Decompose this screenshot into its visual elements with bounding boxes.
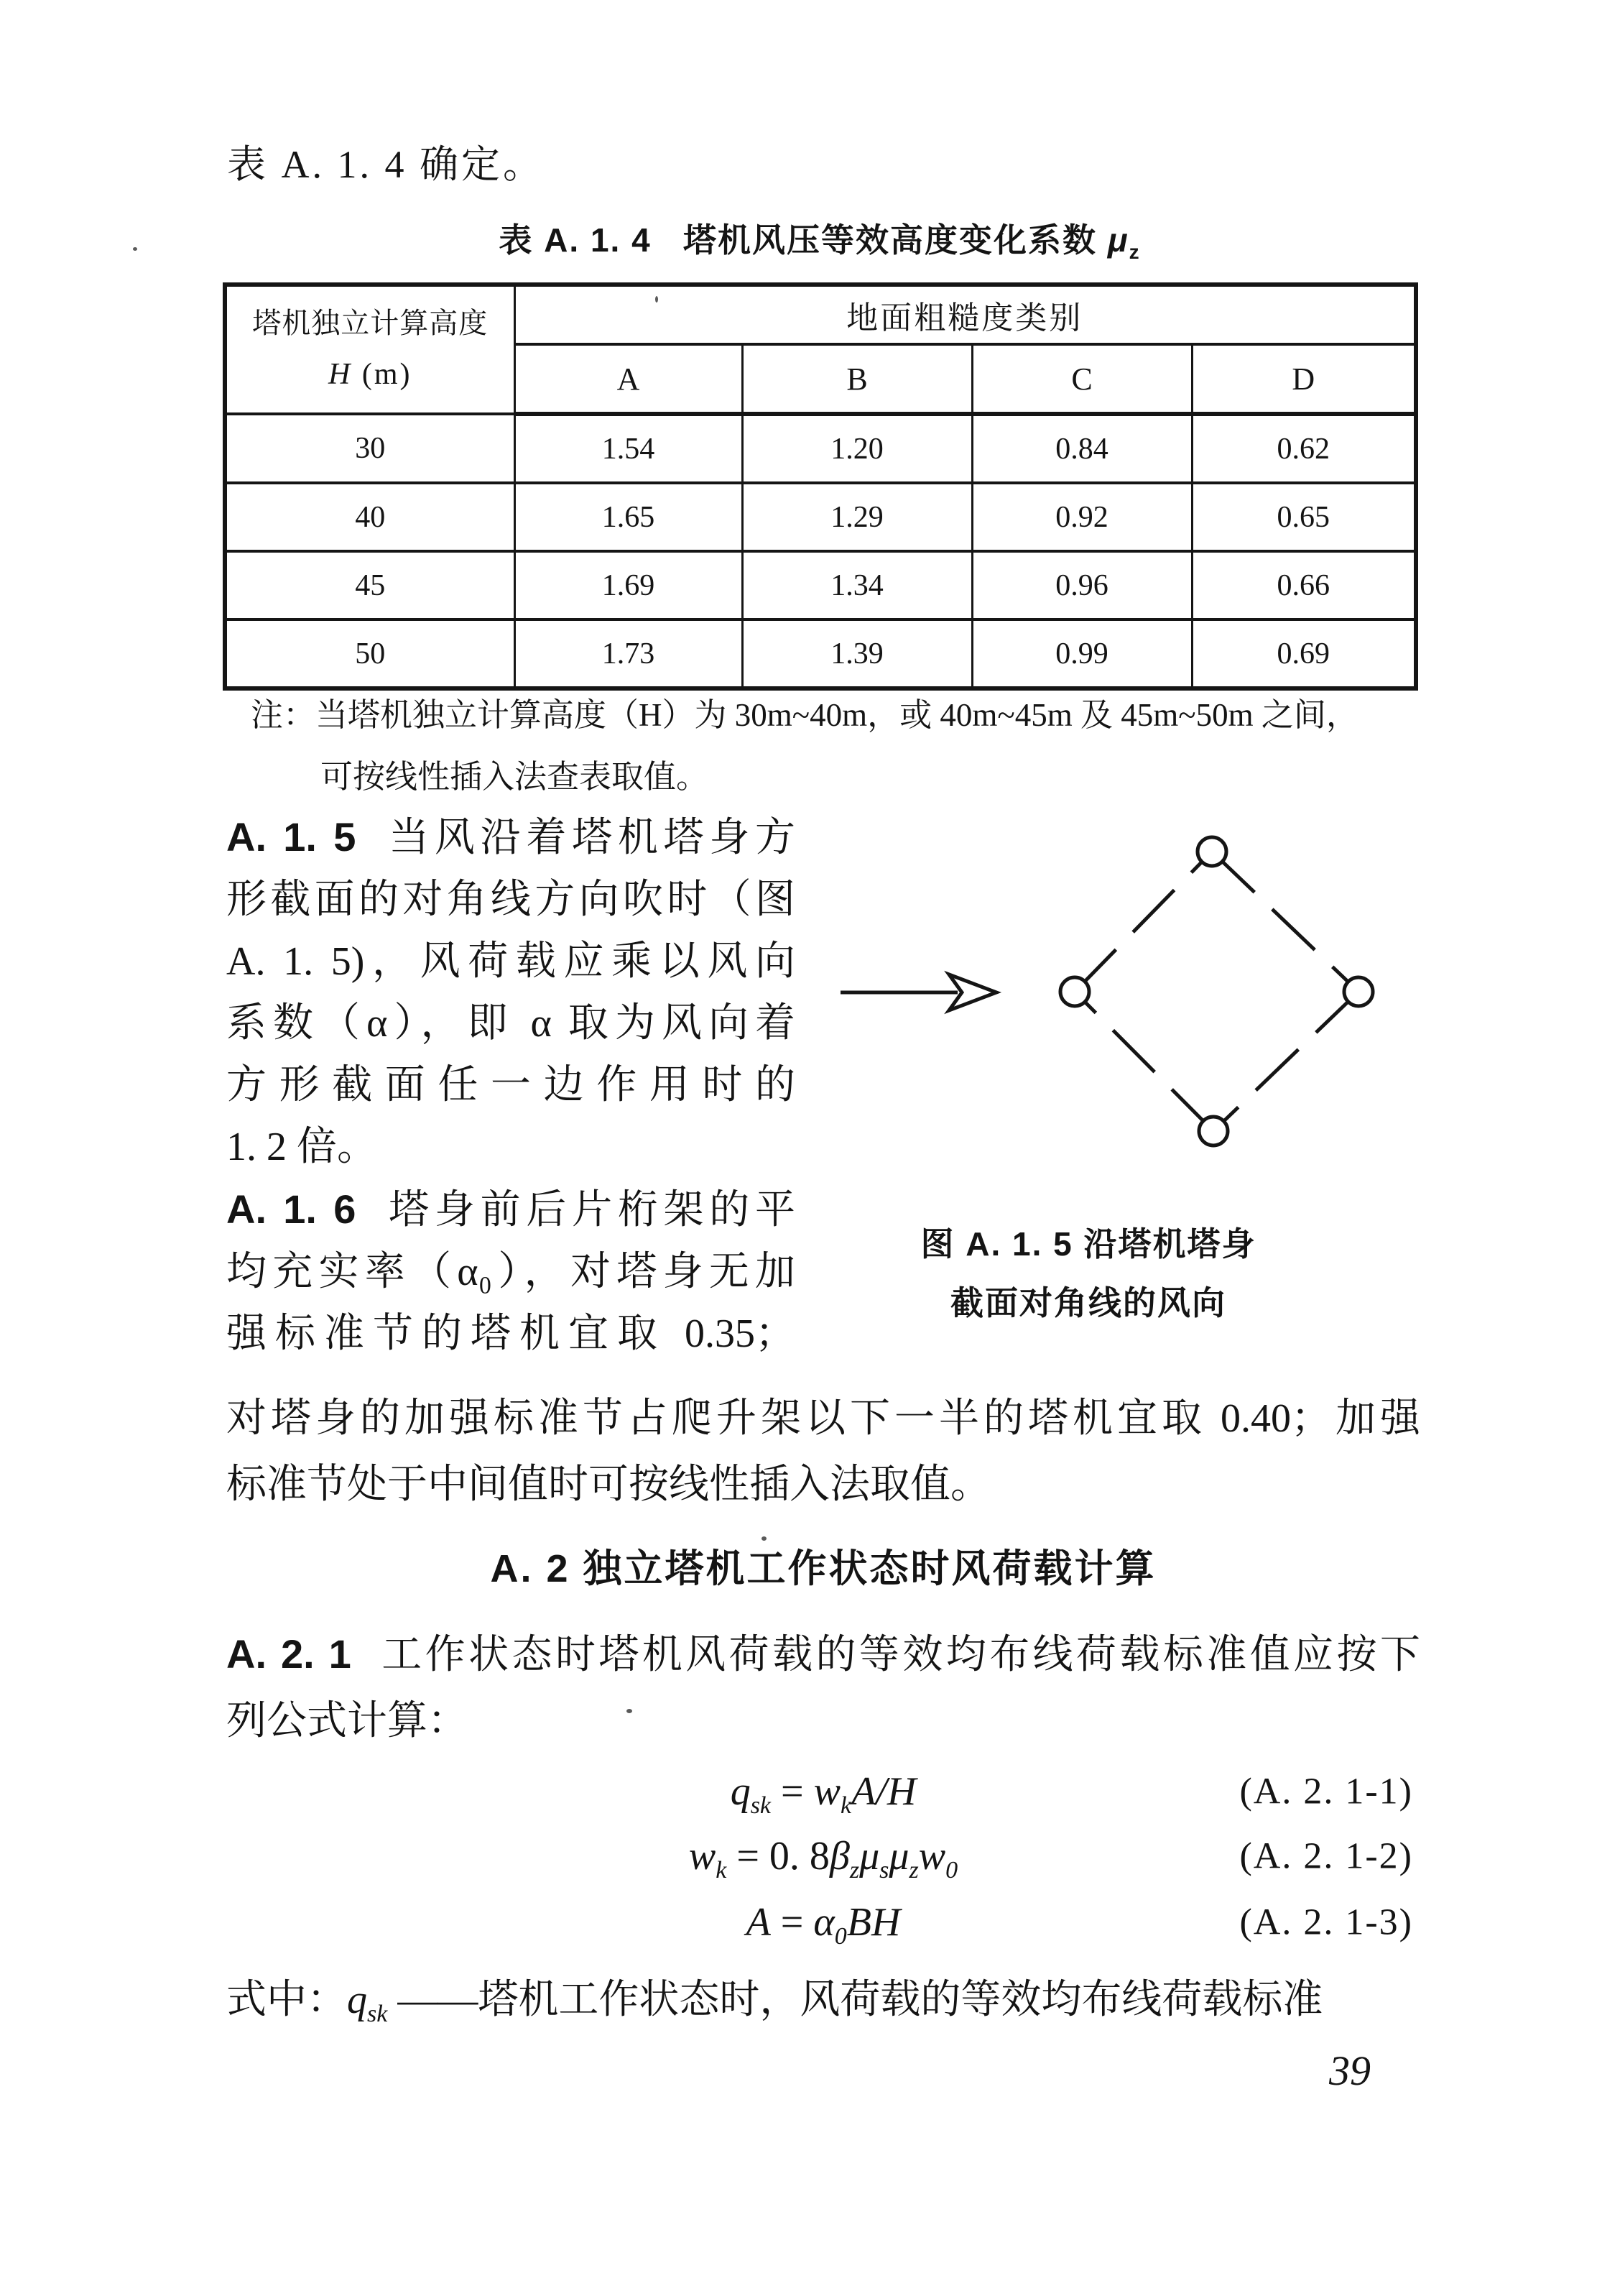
section-a21	[226, 1621, 1420, 1754]
formula-a212	[226, 1825, 1420, 1887]
formula-a211	[226, 1761, 1420, 1822]
paragraph-line: 1. 2 倍。	[226, 1125, 377, 1169]
corner-chord-circle	[1198, 837, 1226, 866]
table-row	[225, 483, 1416, 551]
scan-speck	[626, 1709, 632, 1713]
section-a16	[226, 1179, 795, 1365]
table-cell: 0.65	[1192, 483, 1416, 551]
corner-chord-circle	[1199, 1117, 1228, 1145]
mu-symbol: μ	[1107, 221, 1129, 259]
where-prefix: 式中：	[226, 1978, 347, 2022]
formula-a213	[226, 1891, 1420, 1953]
table-cell: 1.65	[514, 483, 742, 551]
header-height-label: 塔机独立计算高度	[252, 307, 489, 340]
table-cell: 1.69	[514, 551, 742, 619]
table-cell: 0.69	[1192, 619, 1416, 688]
paragraph-line: 标准节处于中间值时可按线性插入法取值。	[226, 1462, 991, 1507]
scan-speck	[655, 296, 658, 303]
table-cell: 1.39	[742, 619, 972, 688]
table-cell: 0.96	[972, 551, 1192, 619]
paragraph-line: A. 2. 1 工作状态时塔机风荷载的等效均布线荷载标准值应按下	[226, 1631, 1421, 1677]
table-cell-height: 40	[225, 483, 514, 551]
scan-speck	[133, 247, 137, 251]
figure-caption-line: 截面对角线的风向	[950, 1284, 1226, 1322]
note-line: 注：当塔机独立计算高度（H）为 30m~40m，或 40m~45m 及 45m~50m 之间，	[251, 697, 1358, 733]
section-number-a21: A. 2. 1	[226, 1631, 351, 1677]
table-cell: 1.29	[742, 483, 972, 551]
equation: $A = \alpha_0BH$	[746, 1900, 901, 1950]
table-header-category-d: D	[1192, 344, 1416, 414]
paragraph-line: 列公式计算：	[226, 1699, 468, 1743]
table-title	[223, 214, 1417, 264]
table-header-height	[225, 285, 514, 414]
corner-chord-circle	[1344, 977, 1373, 1006]
table-cell: 1.73	[514, 619, 742, 688]
paragraph-line: 系数（α），即 α 取为风向着	[226, 1001, 795, 1046]
paragraph-line: 均充实率（α₀），对塔身无加	[226, 1250, 795, 1294]
header-height-unit: H (m)	[328, 358, 412, 392]
section-heading-a2: A. 2 独立塔机工作状态时风荷载计算	[490, 1547, 1157, 1590]
note-label: 注：	[251, 697, 316, 733]
table-header-category-a: A	[514, 344, 742, 414]
note-line: 可按线性插入法查表取值。	[320, 759, 709, 795]
equation-number: (A. 2. 1-3)	[1239, 1901, 1413, 1943]
equation-number: (A. 2. 1-1)	[1239, 1771, 1413, 1812]
table-cell: 1.34	[742, 551, 972, 619]
table-header-category-b: B	[742, 344, 972, 414]
tower-section-diamond	[1075, 852, 1358, 1131]
table-cell-height: 30	[225, 414, 514, 483]
corner-chord-circle	[1060, 977, 1089, 1006]
table-title-main: 塔机风压等效高度变化系数	[683, 221, 1108, 259]
page-number: 39	[1329, 2047, 1371, 2094]
table-cell: 0.84	[972, 414, 1192, 483]
where-clause: 式中：$q_{sk}$ ——塔机工作状态时，风荷载的等效均布线荷载标准	[226, 1978, 1323, 2028]
table-row	[225, 551, 1416, 619]
table-note	[251, 684, 1435, 808]
paragraph-line: 方形截面任一边作用时的	[226, 1063, 795, 1107]
table-cell: 0.66	[1192, 551, 1416, 619]
section-a15	[226, 806, 795, 1178]
table-cell: 0.62	[1192, 414, 1416, 483]
scan-speck	[762, 1536, 767, 1541]
table-header-category-c: C	[972, 344, 1192, 414]
paragraph-line: A. 1. 5 当风沿着塔机塔身方	[226, 814, 796, 860]
table-row	[225, 414, 1416, 483]
figure-caption	[873, 1214, 1304, 1332]
coefficient-table	[223, 282, 1418, 691]
mu-subscript: z	[1129, 241, 1141, 264]
table-row	[225, 619, 1416, 688]
wind-direction-diagram	[808, 826, 1404, 1157]
paragraph-line: 形截面的对角线方向吹时（图	[226, 877, 795, 922]
table-cell-height: 50	[225, 619, 514, 688]
paragraph-line: A. 1. 6 塔身前后片桁架的平	[226, 1186, 796, 1232]
table-cell: 1.20	[742, 414, 972, 483]
paragraph-line: 强标准节的塔机宜取 0.35；	[226, 1311, 795, 1356]
table-cell: 1.54	[514, 414, 742, 483]
equation-number: (A. 2. 1-2)	[1239, 1835, 1413, 1877]
table-cell: 0.92	[972, 483, 1192, 551]
section-a16-continued	[226, 1386, 1420, 1518]
paragraph-line: 对塔身的加强标准节占爬升架以下一半的塔机宜取 0.40；加强	[226, 1396, 1420, 1441]
table-cell-height: 45	[225, 551, 514, 619]
table-cell: 0.99	[972, 619, 1192, 688]
figure-caption-line: 图 A. 1. 5 沿塔机塔身	[920, 1225, 1256, 1263]
equation: $w_k = 0$. $8\beta_z\mu_s\mu_zw_0$	[688, 1834, 958, 1884]
paragraph-line: A. 1. 5)，风荷载应乘以风向	[226, 939, 795, 984]
table-title-prefix: 表 A. 1. 4	[499, 221, 652, 259]
section-number-a16: A. 1. 6	[226, 1186, 356, 1232]
table-header-roughness-group: 地面粗糙度类别	[514, 285, 1416, 344]
section-number-a15: A. 1. 5	[226, 814, 356, 859]
equation: $q_{sk} = w_kA/H$	[730, 1769, 917, 1820]
symbol-qsk: q	[347, 1978, 367, 2022]
intro-text: 表 A. 1. 4 确定。	[227, 143, 545, 186]
